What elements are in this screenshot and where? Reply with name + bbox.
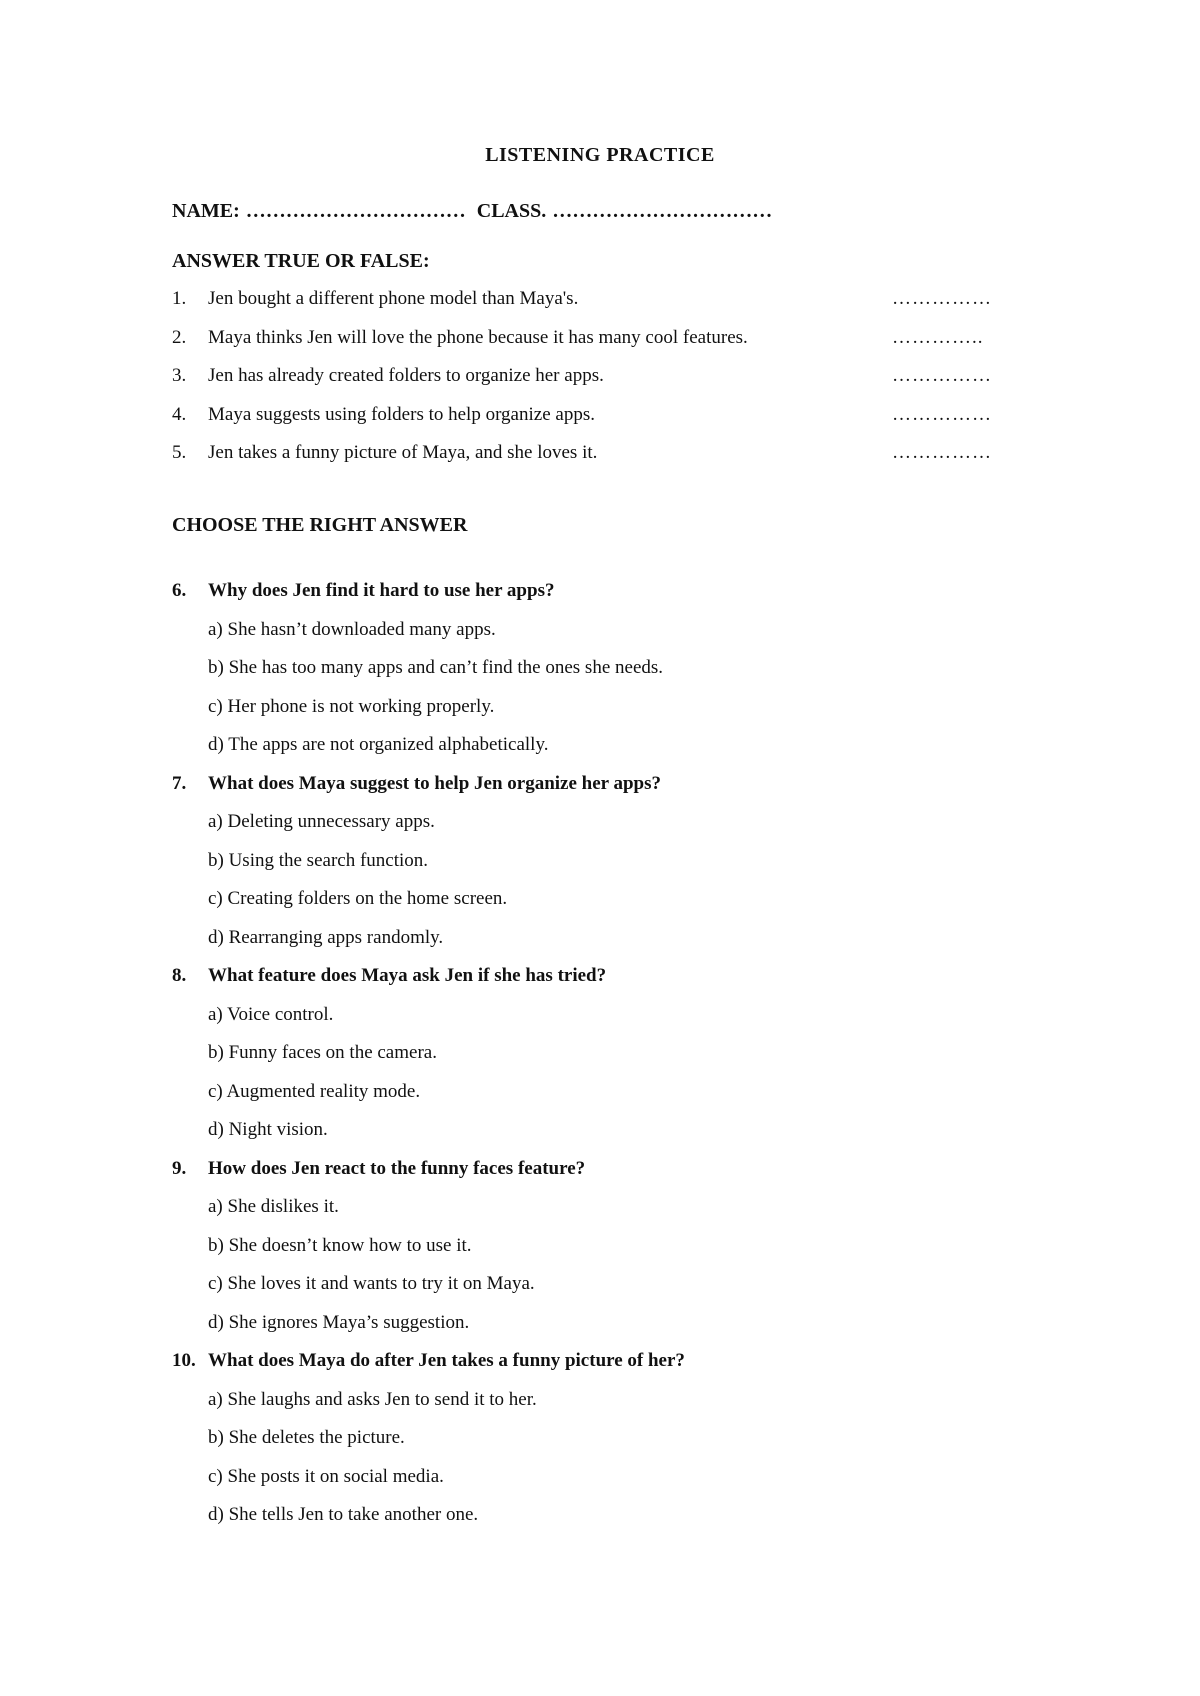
true-false-item xyxy=(172,442,1002,481)
answer-option[interactable] xyxy=(172,811,1002,850)
name-label: NAME: xyxy=(172,200,240,222)
statement-text: Jen has already created folders to organize her apps. xyxy=(208,365,604,386)
question-number: 10. xyxy=(172,1350,196,1371)
option-text: d) Rearranging apps randomly. xyxy=(208,926,444,948)
answer-option[interactable] xyxy=(172,1427,1002,1466)
answer-blank[interactable]: …………… xyxy=(892,365,992,386)
answer-option[interactable] xyxy=(172,1081,1002,1120)
true-false-item xyxy=(172,288,1002,327)
true-false-list xyxy=(172,288,1002,481)
option-text: b) Using the search function. xyxy=(208,849,429,871)
true-false-item xyxy=(172,327,1002,366)
option-text: c) She loves it and wants to try it on Maya. xyxy=(208,1273,535,1294)
answer-option[interactable] xyxy=(172,1004,1002,1043)
option-text: d) She ignores Maya’s suggestion. xyxy=(208,1311,470,1333)
option-text: b) Funny faces on the camera. xyxy=(208,1042,437,1063)
name-blank: …………………………… xyxy=(245,200,466,222)
option-text: b) She deletes the picture. xyxy=(208,1427,405,1448)
true-false-item xyxy=(172,404,1002,443)
question-text: What does Maya suggest to help Jen organize her apps? xyxy=(208,772,662,794)
statement-text: Jen takes a funny picture of Maya, and she loves it. xyxy=(208,442,598,463)
option-text: a) Deleting unnecessary apps. xyxy=(208,811,435,832)
answer-option[interactable] xyxy=(172,1119,1002,1158)
option-text: d) She tells Jen to take another one. xyxy=(208,1504,479,1525)
question-text: Why does Jen find it hard to use her apps? xyxy=(208,580,555,601)
answer-option[interactable] xyxy=(172,734,1002,773)
item-number: 3. xyxy=(172,365,187,386)
option-text: a) She dislikes it. xyxy=(208,1196,339,1217)
answer-option[interactable] xyxy=(172,1504,1002,1543)
answer-option[interactable] xyxy=(172,696,1002,735)
statement-text: Maya suggests using folders to help organize apps. xyxy=(208,403,595,425)
statement-text: Jen bought a different phone model than Maya's. xyxy=(208,288,579,309)
answer-option[interactable] xyxy=(172,1273,1002,1312)
option-text: b) She doesn’t know how to use it. xyxy=(208,1234,472,1256)
option-text: c) She posts it on social media. xyxy=(208,1465,444,1487)
option-text: c) Her phone is not working properly. xyxy=(208,695,495,717)
question-item xyxy=(172,580,1002,619)
question-text: What feature does Maya ask Jen if she has tried? xyxy=(208,965,607,986)
true-false-heading: ANSWER TRUE OR FALSE: xyxy=(172,250,430,272)
answer-option[interactable] xyxy=(172,1196,1002,1235)
option-text: a) She laughs and asks Jen to send it to her. xyxy=(208,1388,537,1410)
question-item xyxy=(172,965,1002,1004)
question-number: 8. xyxy=(172,965,187,986)
question-number: 6. xyxy=(172,580,187,601)
question-item xyxy=(172,773,1002,812)
option-text: c) Creating folders on the home screen. xyxy=(208,888,508,909)
multiple-choice-list xyxy=(172,580,1002,1543)
option-text: d) The apps are not organized alphabetically. xyxy=(208,734,549,755)
answer-option[interactable] xyxy=(172,1466,1002,1505)
answer-blank[interactable]: …………… xyxy=(892,403,992,425)
statement-text: Maya thinks Jen will love the phone because it has many cool features. xyxy=(208,326,748,348)
name-class-line xyxy=(172,200,778,223)
option-text: a) She hasn’t downloaded many apps. xyxy=(208,618,496,640)
question-number: 7. xyxy=(172,772,187,794)
answer-blank[interactable]: ………….. xyxy=(892,326,984,348)
question-item xyxy=(172,1350,1002,1389)
question-number: 9. xyxy=(172,1157,187,1179)
answer-option[interactable] xyxy=(172,657,1002,696)
question-item xyxy=(172,1158,1002,1197)
multiple-choice-heading: CHOOSE THE RIGHT ANSWER xyxy=(172,514,468,536)
true-false-item xyxy=(172,365,1002,404)
answer-option[interactable] xyxy=(172,619,1002,658)
answer-option[interactable] xyxy=(172,1042,1002,1081)
answer-option[interactable] xyxy=(172,888,1002,927)
item-number: 1. xyxy=(172,288,187,309)
answer-blank[interactable]: …………… xyxy=(892,288,992,309)
option-text: c) Augmented reality mode. xyxy=(208,1080,421,1102)
answer-option[interactable] xyxy=(172,1389,1002,1428)
answer-option[interactable] xyxy=(172,1312,1002,1351)
class-blank: …………………………… xyxy=(552,200,773,222)
option-text: d) Night vision. xyxy=(208,1119,328,1140)
answer-blank[interactable]: …………… xyxy=(892,442,992,463)
class-label: CLASS. xyxy=(476,200,547,222)
option-text: a) Voice control. xyxy=(208,1003,334,1025)
page-title: LISTENING PRACTICE xyxy=(485,144,715,166)
item-number: 2. xyxy=(172,326,187,348)
item-number: 5. xyxy=(172,442,187,463)
question-text: What does Maya do after Jen takes a funny picture of her? xyxy=(208,1350,685,1371)
answer-option[interactable] xyxy=(172,927,1002,966)
answer-option[interactable] xyxy=(172,1235,1002,1274)
answer-option[interactable] xyxy=(172,850,1002,889)
item-number: 4. xyxy=(172,403,187,425)
option-text: b) She has too many apps and can’t find the ones she needs. xyxy=(208,657,664,678)
question-text: How does Jen react to the funny faces feature? xyxy=(208,1157,586,1179)
